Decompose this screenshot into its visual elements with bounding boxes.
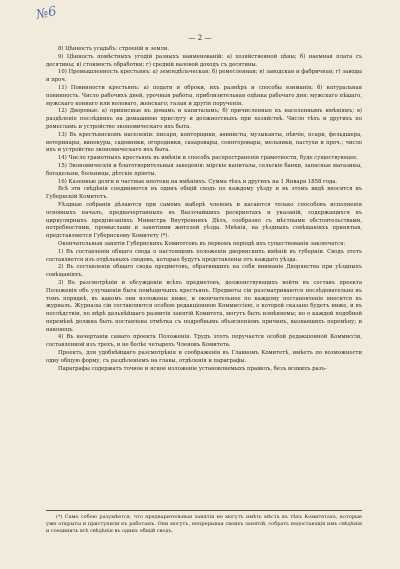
paragraph: Проектъ, для удобнѣйшаго разсмотрѣнія и соображенія въ Главномъ Комитетѣ, имѣетъ по возможности одну общую форму, съ раздѣленіемъ на главы, отдѣленія и параграфы. bbox=[46, 350, 362, 364]
paragraph: 8) Цѣнность усадьбъ: строеній и земли. bbox=[58, 46, 170, 52]
paragraph: 15) Экономическія и благотворительныя заведенія: мірскіе капиталы, сельскіе банки, запасные магазины, богадельни, больницы, дѣтскіе пріюты. bbox=[46, 162, 362, 177]
paragraph: 16) Казенные долги и частные ипотеки на имѣніяхъ. Сумма тѣхъ и другихъ на 1 Января 1858 года. bbox=[58, 178, 338, 185]
paragraph: 11) Повинности крестьянъ: а) подати и оброки, ихъ размѣръ и способы взиманія; б) натуральная повинность. Число рабочихъ дней, урочныя работы, приблизительная оцѣнка рабочаго дня: мужскаго пѣшаго, мужскаго коннаго или воловаго, женскаго; газыя и другія порученія. bbox=[46, 84, 362, 107]
paragraph: Всѣ эти свѣдѣнія соединяются въ одинъ общій сводъ по каждому уѣзду и въ этомъ видѣ вносятся въ Губернскій Комитетъ. bbox=[46, 186, 362, 201]
paragraph: 4) Въ начертаніи самаго проекта Положенія. Трудъ этотъ поручается особой редакціонной Коммиссіи, составленной изъ трехъ, и не болѣе четырехъ Членовъ Комитета. bbox=[46, 334, 362, 349]
page-number: — 2 — bbox=[188, 34, 212, 42]
paragraph: 10) Промышленность крестьянъ: а) земледѣльческая; б) ремесленная; в) заводская и фабричная; г) заводы и проч. bbox=[46, 69, 362, 84]
body-text bbox=[46, 46, 362, 373]
paragraph: Параграфы содержатъ точное и ясное изложеніе установляемыхъ правилъ, безъ всякихъ разъ- bbox=[58, 365, 327, 372]
paragraph: 9) Цѣнность помѣстныхъ угодій разныхъ наименованій: а) хозяйственной цѣны; б) наемная плата съ десятины; в) стоимость обработки; г) средній валовой доходъ съ десятины. bbox=[46, 53, 362, 68]
paragraph: 12) Дворовые: а) приписные къ домамъ и капиталамъ; б) причисленные къ населеннымъ имѣніямъ; в) раздѣленіе послѣднихъ на домашнюю прислугу и должностныхъ при хозяйствѣ. Число тѣхъ и другихъ по ремесламъ и устройство экономическаго ихъ быта. bbox=[46, 108, 362, 130]
paragraph: 1) Въ составленіи общаго свода о настоящемъ положеніи дворянскихъ имѣній въ губерніи. Сводъ этотъ составляется изъ отдѣльныхъ сводовъ, которые будутъ представлены отъ каждаго уѣзда. bbox=[46, 248, 362, 263]
paragraph: 2) Въ составленіи общаго свода предметовъ, обратившихъ на себя вниманіе Дворянства при уѣздныхъ совѣщаніяхъ. bbox=[46, 264, 362, 279]
paragraph: 3) Въ разсмотрѣніи и обсужденіи всѣхъ предметовъ, долженствующихъ войти въ составъ проекта Положенія объ улучшеніи быта помѣщичьихъ крестьянъ. Предметы сіи разсматриваются послѣдовательно въ томъ порядкѣ, въ какомъ они изложены ниже, и окончательное по каждому постановленіе вносится въ журналъ. Журналы сіи составляются особою редакціонною Коммиссіею, о которой сказано будетъ ниже, и въ послѣдствіи, по мѣрѣ дальнѣйшаго развитія занятій Комитета, могутъ быть измѣняемы; но о каждой подобной перемѣнѣ должна быть поставлена отмѣтка съ подробнымъ объясненіемъ причинъ, вызвавшихъ перемѣну; и наконецъ bbox=[46, 279, 362, 333]
paragraph: 14) Число грамотныхъ крестьянъ въ имѣніи и способъ распространенія грамотности, буде существующее. bbox=[58, 155, 358, 162]
footnote: (*) Само собою разумѣется, что предварительныя занятія не могутъ имѣть мѣста въ тѣхъ Комитетахъ, которые уже открыты и приступили къ работамъ. Они могутъ, непрерывая своихъ занятій, собрать недостающія имъ свѣдѣнія и соединить всѣ свѣдѣнія въ одинъ общій сводъ. bbox=[46, 514, 362, 534]
handwritten-mark: №6 bbox=[34, 4, 58, 23]
paragraph: 13) Въ крестьянскомъ населеніи: писаря, конторщики, аѳинисты, музыканты, пѣвчіе, псари, фельдшера, ветеринары, винокуры, садовники, огородники, сахаровары, сеннгоровары, мельники, пастухи и проч.; число ихъ и устройство экономическаго ихъ быта. bbox=[46, 131, 362, 154]
paragraph: Окончательныя занятія Губернскихъ Комитетовъ въ первомъ періодѣ ихъ существованія заключатся: bbox=[58, 240, 346, 247]
paragraph: Уѣздные собранія дѣлаются при самомъ выборѣ членовъ и касаются только способовъ исполненія основныхъ началъ, предначертанныхъ въ Высочайшихъ рескриптахъ и указаній, содержащихся въ циркулярныхъ предписаніяхъ Министра Внутреннихъ Дѣлъ, сообразно съ мѣстными обстоятельствами, потребностями, промыслами и занятіями жителей уѣзда. Мнѣнія, на уѣздныхъ совѣщаніяхъ принятыя, представляются Губернскому Комитету (*). bbox=[46, 201, 362, 240]
footnote-divider bbox=[46, 510, 362, 511]
